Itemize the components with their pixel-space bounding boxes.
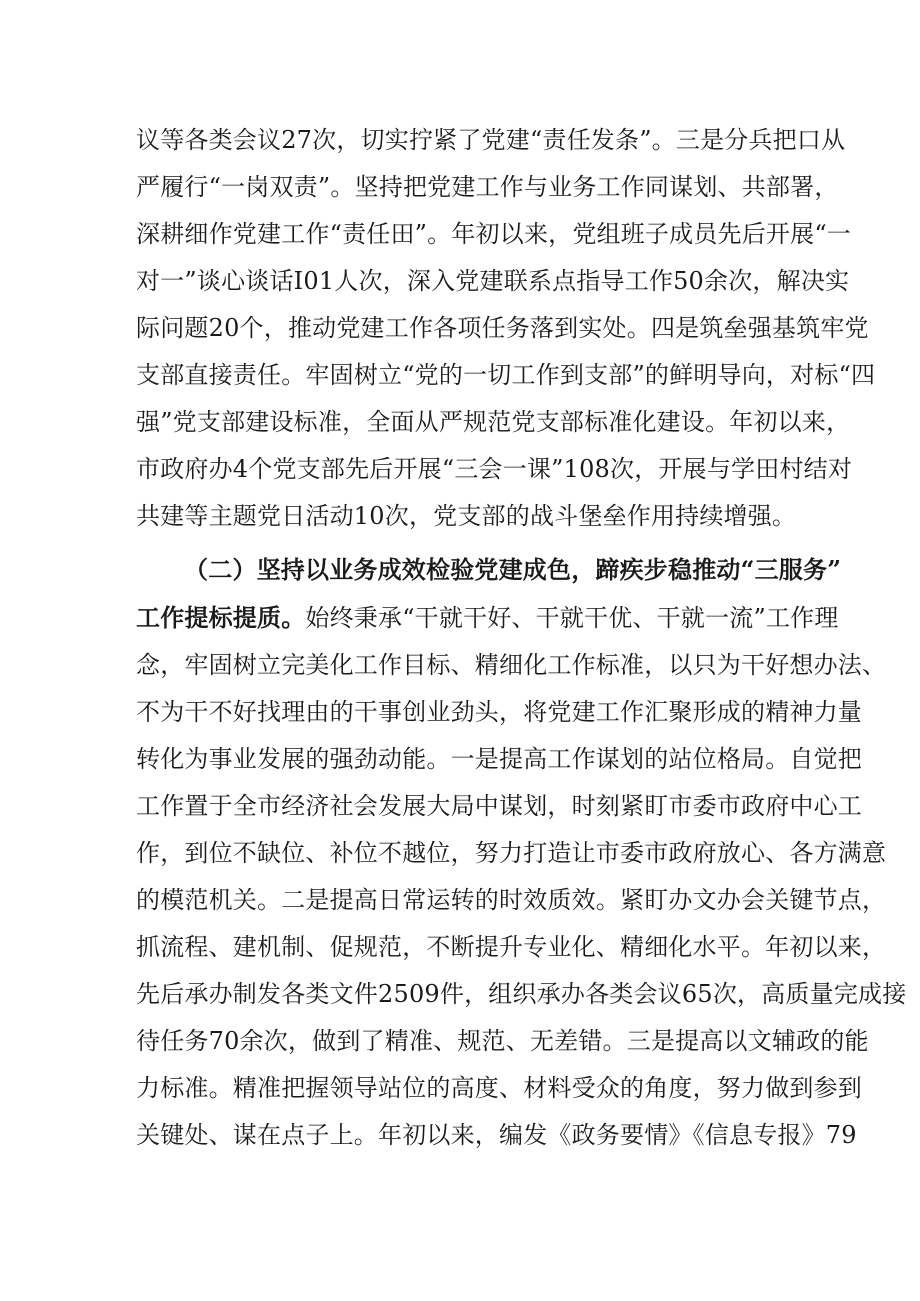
paragraph-line: 关键处、谋在点子上。年初以来，编发《政务要情》《信息专报》79 <box>136 1121 857 1149</box>
paragraph-line: 转化为事业发展的强劲动能。一是提高工作谋划的站位格局。自觉把 <box>136 745 862 773</box>
section-heading-continuation <box>136 598 839 638</box>
paragraph-line: 深耕细作党建工作“责任田”。年初以来，党组班子成员先后开展“一 <box>136 220 852 248</box>
paragraph-line: 严履行“一岗双责”。坚持把党建工作与业务工作同谋划、共部署， <box>136 173 839 201</box>
paragraph-line: 待任务70余次，做到了精准、规范、无差错。三是提高以文辅政的能 <box>136 1027 869 1055</box>
paragraph-line: 强”党支部建设标准，全面从严规范党支部标准化建设。年初以来， <box>136 408 851 436</box>
paragraph-line: 念，牢固树立完美化工作目标、精细化工作标准，以只为干好想办法、 <box>136 651 887 679</box>
paragraph-line: 先后承办制发各类文件2509件，组织承办各类会议65次，高质量完成接 <box>136 980 907 1008</box>
paragraph-line: 不为干不好找理由的干事创业劲头，将党建工作汇聚形成的精神力量 <box>136 698 862 726</box>
section-heading: （二）坚持以业务成效检验党建成色，蹄疾步稳推动“三服务” <box>184 555 842 584</box>
section-text-start: 始终秉承“干就干好、干就干优、干就一流”工作理 <box>305 604 839 632</box>
paragraph-line: 工作置于全市经济社会发展大局中谋划，时刻紧盯市委市政府中心工 <box>136 792 862 820</box>
paragraph-line: 支部直接责任。牢固树立“党的一切工作到支部”的鲜明导向，对标“四 <box>136 361 876 389</box>
paragraph-line: 对一”谈心谈话I01人次，深入党建联系点指导工作50余次，解决实 <box>136 267 850 295</box>
paragraph-line: 力标准。精准把握领导站位的高度、材料受众的角度，努力做到参到 <box>136 1074 862 1102</box>
paragraph-line: 的模范机关。二是提高日常运转的时效质效。紧盯办文办会关键节点， <box>136 886 887 914</box>
paragraph-line: 共建等主题党日活动10次，党支部的战斗堡垒作用持续增强。 <box>136 502 797 530</box>
section-heading-end: 工作提标提质。 <box>136 603 306 632</box>
paragraph-line: 议等各类会议27次，切实拧紧了党建“责任发条”。三是分兵把口从 <box>136 126 846 154</box>
paragraph-line: 抓流程、建机制、促规范，不断提升专业化、精细化水平。年初以来， <box>136 933 887 961</box>
paragraph-line: 际问题20个，推动党建工作各项任务落到实处。四是筑垒强基筑牢党 <box>136 314 869 342</box>
paragraph-line: 作，到位不缺位、补位不越位，努力打造让市委市政府放心、各方满意 <box>136 839 887 867</box>
paragraph-line: 市政府办4个党支部先后开展“三会一课”108次，开展与学田村结对 <box>136 455 853 483</box>
